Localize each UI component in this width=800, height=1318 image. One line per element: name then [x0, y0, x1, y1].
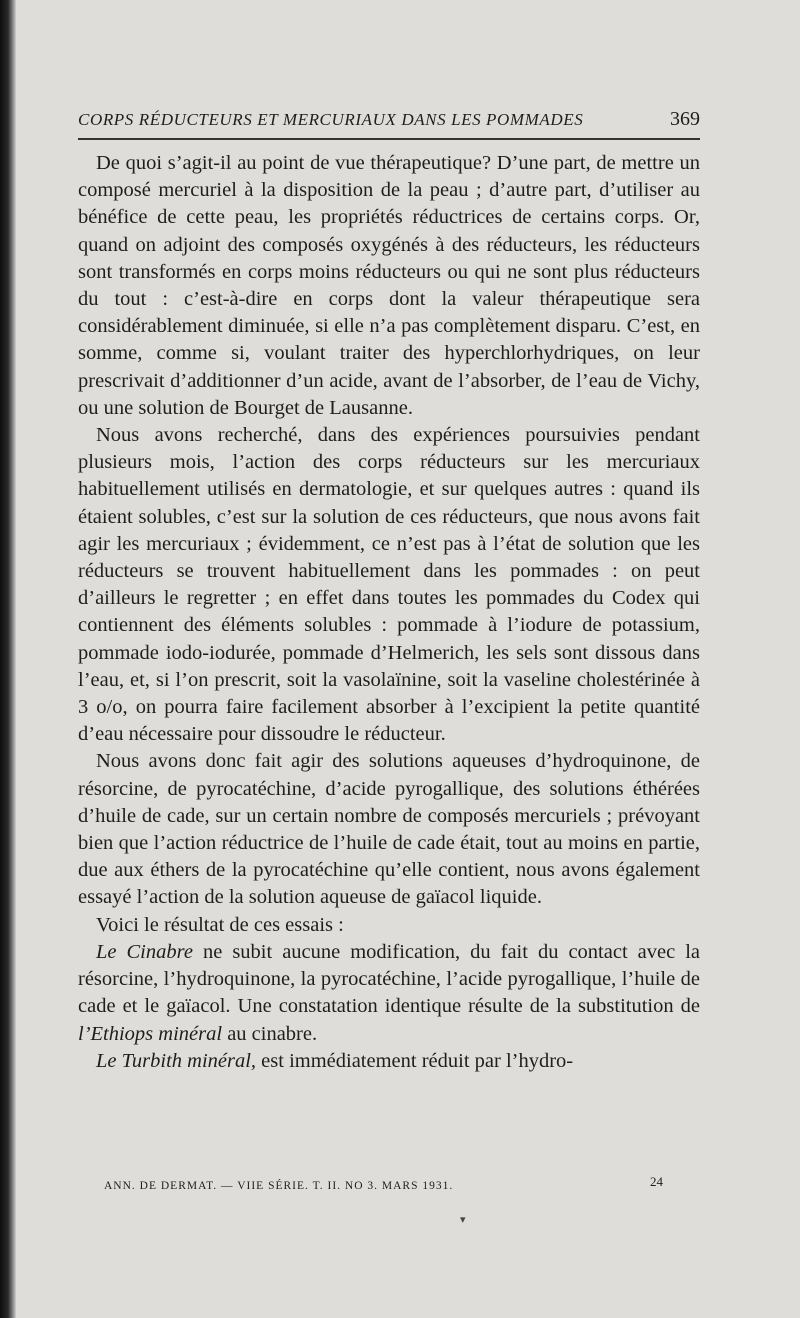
emphasis: l’Ethiops minéral — [78, 1022, 223, 1045]
journal-footer: ANN. DE DERMAT. — VIIE SÉRIE. T. II. NO 3. MARS 1931. — [104, 1180, 454, 1192]
body-text — [78, 150, 700, 1075]
paragraph-cinabre — [78, 939, 700, 1048]
paragraph-text: au cinabre. — [222, 1022, 318, 1045]
signature-mark: 24 — [650, 1174, 663, 1189]
paragraph-text: est immédiatement réduit par l’hydro- — [256, 1049, 574, 1072]
paragraph: Nous avons recherché, dans des expériences poursuivies pendant plusieurs mois, l’action des corps réducteurs sur les mercuriaux habituellement utilisés en dermatologie, et sur quelques autres : quand ils étaient solubles, c’est sur la solution de ces réducteurs, que nous avons fait agir les mercuriaux ; évidemment, ce n’est pas à l’état de solution que les réducteurs se trouvent habituellement dans les pommades : on peut d’ailleurs le regretter ; en effet dans toutes les pommades du Codex qui contiennent des éléments solubles : pommade à l’iodure de potassium, pommade iodo-iodurée, pommade d’Helmerich, les sels sont dissous dans l’eau, et, si l’on prescrit, soit la vasolaïnine, soit la vaseline cholestérinée à 3 o/o, on pourra faire facilement absorber à l’excipient la petite quantité d’eau nécessaire pour dissoudre le réducteur. — [78, 424, 700, 746]
paragraph: Nous avons donc fait agir des solutions aqueuses d’hydroquinone, de résorcine, de pyrocatéchine, d’acide pyrogallique, des solutions éthérées d’huile de cade, sur un certain nombre de composés mercuriels ; prévoyant bien que l’action réductrice de l’huile de cade était, tout au moins en partie, due aux éthers de la pyrocatéchine qu’elle contient, nous avons également essayé l’action de la solution aqueuse de gaïacol liquide. — [78, 750, 700, 909]
printer-mark: ▾ — [460, 1214, 466, 1226]
page-sheet — [16, 0, 800, 1318]
running-title: CORPS RÉDUCTEURS ET MERCURIAUX DANS LES POMMADES — [78, 110, 584, 129]
running-header — [78, 110, 700, 140]
paragraph-lead: Le Cinabre — [96, 940, 193, 963]
book-spine-shadow — [0, 0, 16, 1318]
paragraph-lead: Le Turbith minéral, — [96, 1049, 257, 1072]
paragraph-turbith — [78, 1048, 700, 1075]
paragraph: Voici le résultat de ces essais : — [96, 913, 344, 936]
paragraph: De quoi s’agit-il au point de vue thérapeutique? D’une part, de mettre un composé mercuriel à la disposition de la peau ; d’autre part, d’utiliser au bénéfice de cette peau, les propriétés réductrices de certains corps. Or, quand on adjoint des composés oxygénés à des réducteurs, les réducteurs sont transformés en corps moins réducteurs ou qui ne sont plus réducteurs du tout : c’est-à-dire en corps dont la valeur thérapeutique sera considérablement diminuée, si elle n’a pas complètement disparu. C’est, en somme, comme si, voulant traiter des hyperchlorhydriques, on leur prescrivait d’additionner d’un acide, avant de l’absorber, de l’eau de Vichy, ou une solution de Bourget de Lausanne. — [78, 152, 700, 419]
page-number: 369 — [670, 108, 700, 130]
paragraph-text: ne subit aucune modification, du fait du contact avec la résorcine, l’hydroquinone, la pyrocatéchine, l’acide pyrogallique, l’huile de cade et le gaïacol. Une constatation identique résulte de la substitution de — [78, 940, 700, 1018]
